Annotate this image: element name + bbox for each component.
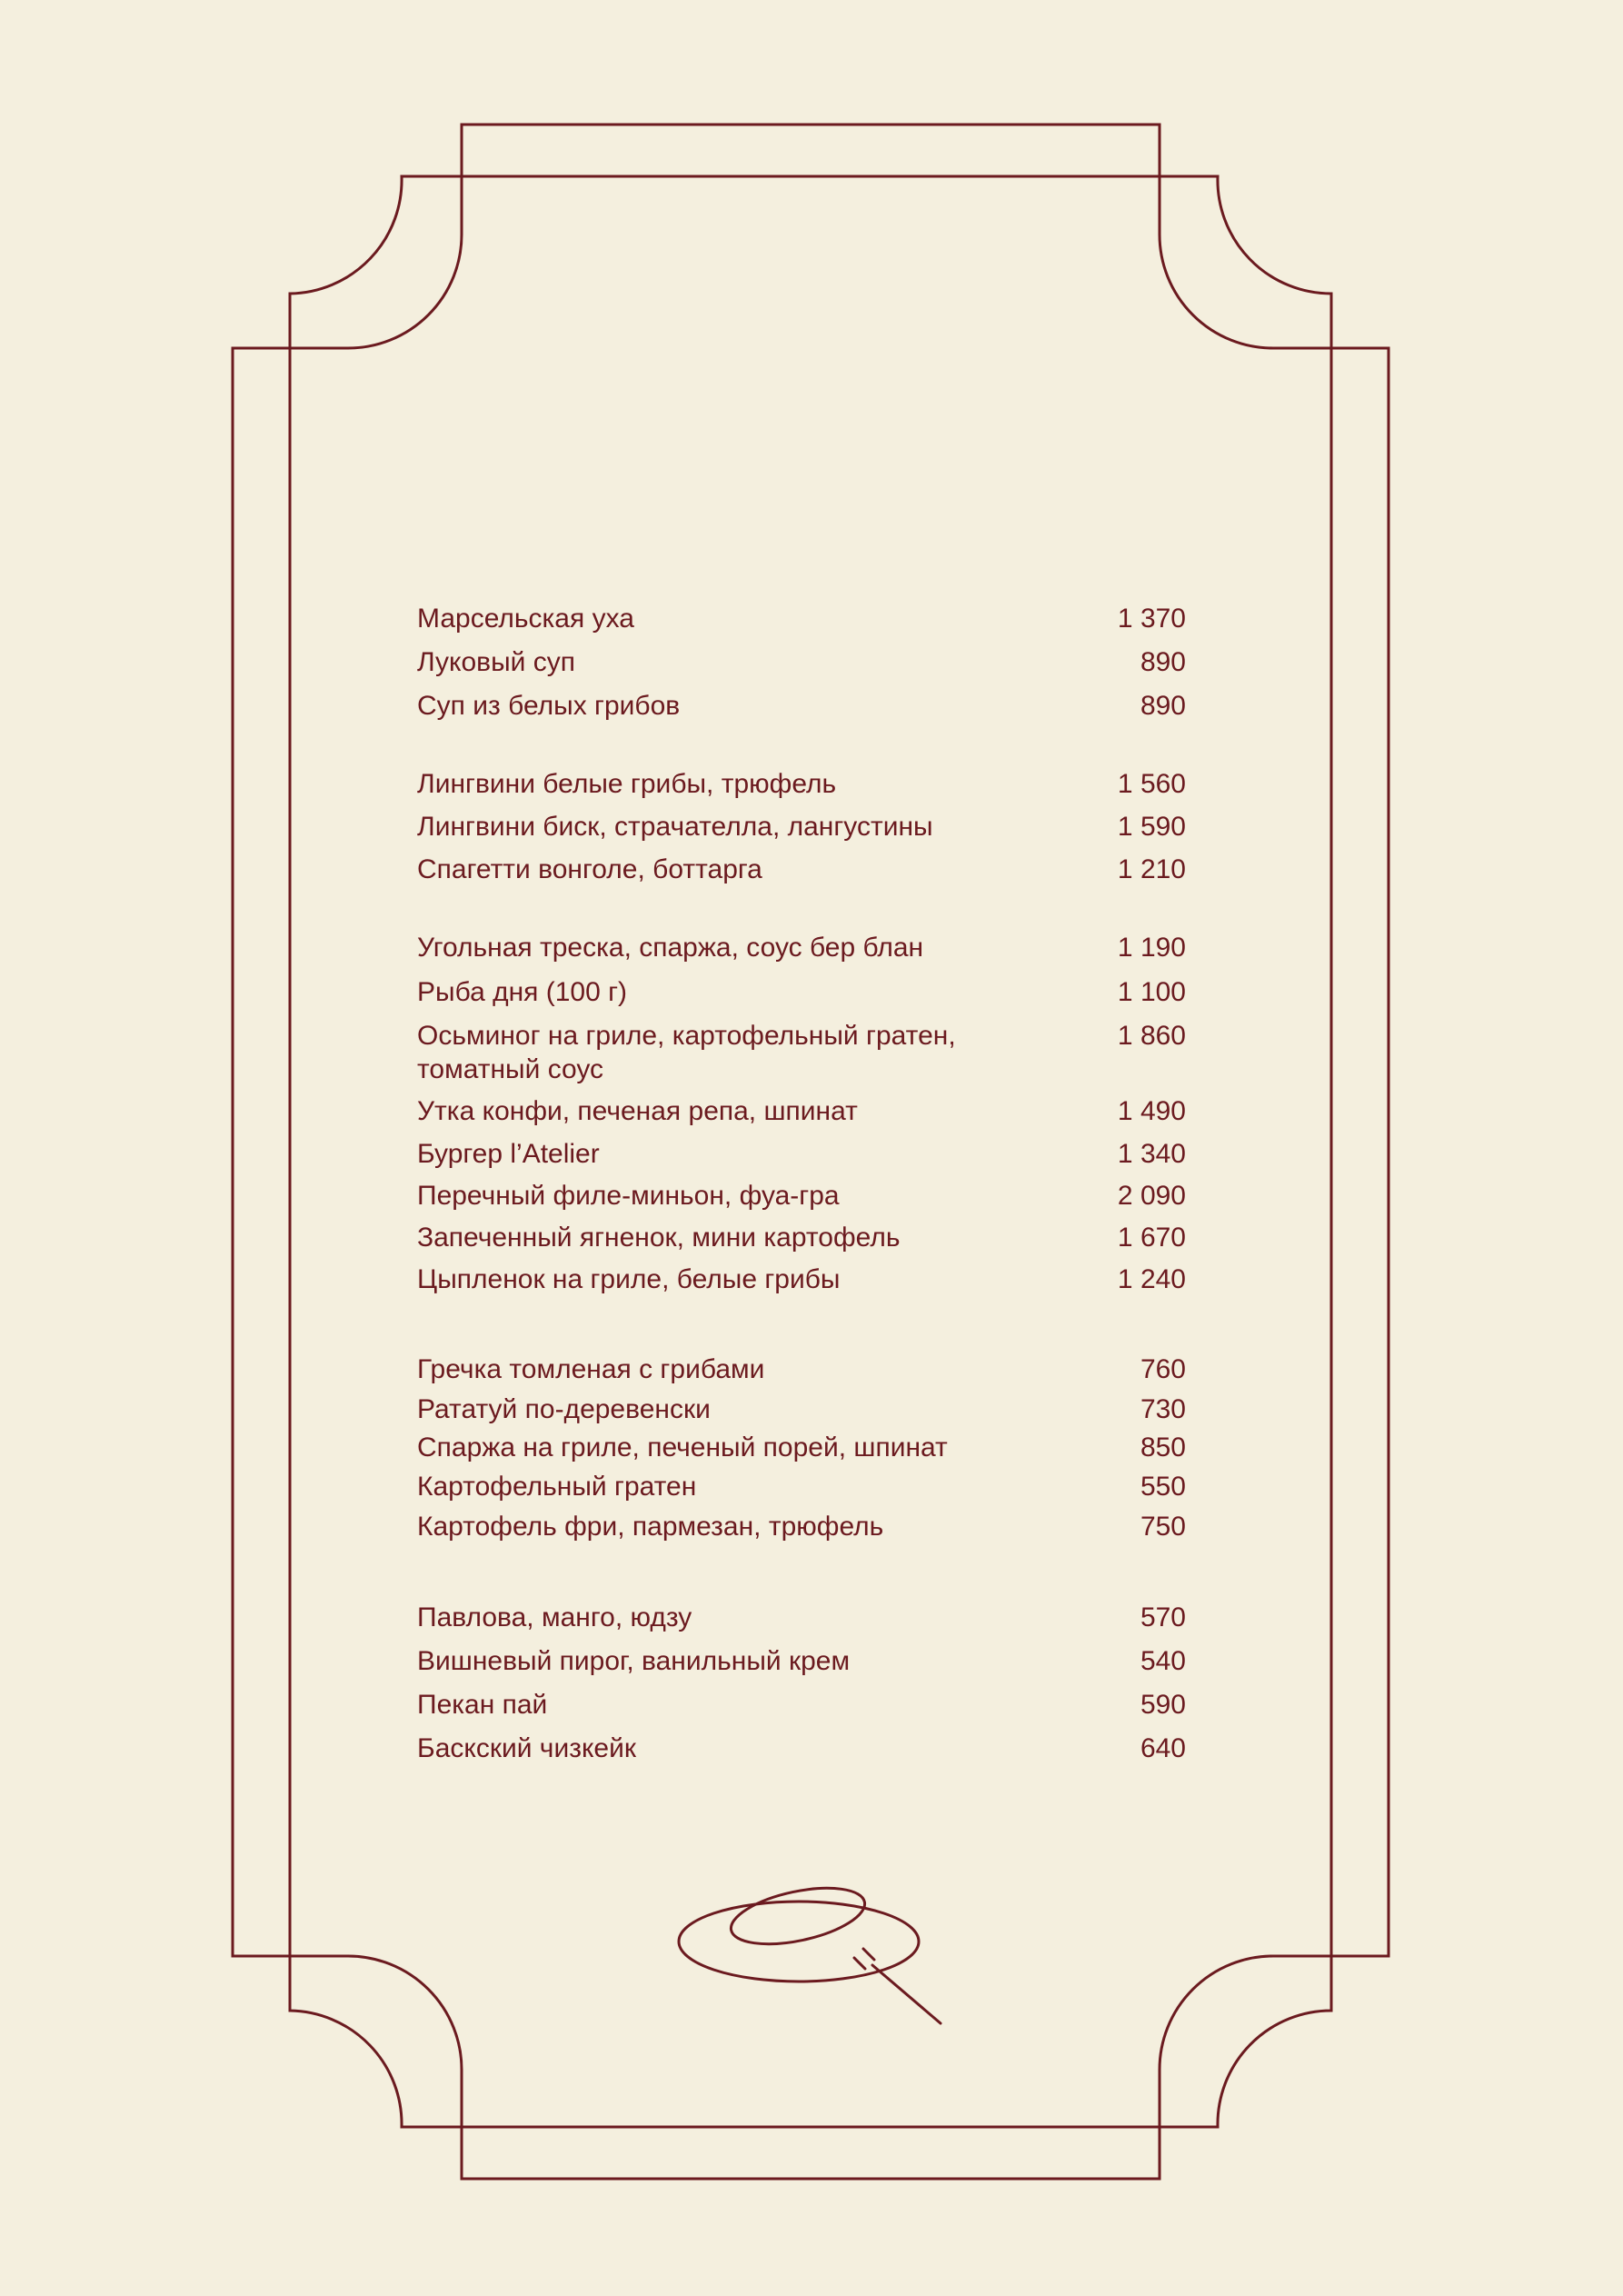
menu-item — [417, 1431, 1186, 1464]
menu-item-name: Цыпленок на гриле, белые грибы — [417, 1264, 841, 1294]
menu-item-name: Марсельская уха — [417, 604, 634, 634]
menu-item-price: 1 560 — [1117, 769, 1186, 799]
menu-item-price: 550 — [1140, 1472, 1186, 1502]
menu-section — [417, 1353, 1186, 1543]
menu-item — [417, 1470, 1186, 1503]
menu-item-price: 1 190 — [1117, 933, 1186, 963]
menu-item-name: Луковый суп — [417, 647, 576, 677]
menu-item — [417, 1601, 1186, 1634]
menu-item — [417, 645, 1186, 679]
menu-item — [417, 931, 1186, 964]
menu-item-price: 1 240 — [1117, 1264, 1186, 1294]
menu-item — [417, 602, 1186, 635]
menu-item — [417, 853, 1186, 886]
menu-item-name: Спаржа на гриле, печеный порей, шпинат — [417, 1433, 948, 1462]
menu-item — [417, 1137, 1186, 1171]
menu-item — [417, 1353, 1186, 1386]
menu-item-name: Баскский чизкейк — [417, 1733, 636, 1763]
menu-item — [417, 810, 1186, 844]
menu-section — [417, 1601, 1186, 1765]
menu-item — [417, 1510, 1186, 1543]
menu-item — [417, 689, 1186, 723]
menu-item-name: Перечный филе-миньон, фуа-гра — [417, 1181, 840, 1211]
menu-item — [417, 1688, 1186, 1722]
menu-item-price: 890 — [1140, 647, 1186, 677]
menu-item-price: 1 670 — [1117, 1223, 1186, 1253]
menu-item-name: Пекан пай — [417, 1690, 548, 1720]
menu-item-price: 1 590 — [1117, 812, 1186, 842]
menu-item-name: Вишневый пирог, ванильный крем — [417, 1646, 851, 1676]
menu-item-name: Спагетти вонголе, боттарга — [417, 854, 762, 884]
menu-item — [417, 975, 1186, 1009]
menu-item-name: Гречка томленая с грибами — [417, 1354, 765, 1384]
menu-item-price: 640 — [1140, 1733, 1186, 1763]
menu-item-name: Угольная треска, спаржа, соус бер блан — [417, 933, 924, 963]
menu-item-name: Картофель фри, пармезан, трюфель — [417, 1512, 884, 1542]
menu-item-name: Бургер l’Atelier — [417, 1139, 600, 1169]
plate-fork-icon — [672, 1882, 945, 2036]
menu-item-name: Утка конфи, печеная репа, шпинат — [417, 1096, 858, 1126]
menu-item-price: 1 210 — [1117, 854, 1186, 884]
menu-item — [417, 1221, 1186, 1254]
menu-item-name: Лингвини биск, страчателла, лангустины — [417, 812, 933, 842]
menu-item-name: Суп из белых грибов — [417, 691, 681, 721]
menu-list — [417, 602, 1186, 1765]
menu-section — [417, 931, 1186, 1296]
menu-item-price: 590 — [1140, 1690, 1186, 1720]
menu-item-price: 2 090 — [1117, 1181, 1186, 1211]
menu-item-price: 1 860 — [1117, 1021, 1186, 1051]
menu-item — [417, 1179, 1186, 1213]
menu-item-name: Рыба дня (100 г) — [417, 977, 628, 1007]
menu-item-name: Рататуй по-деревенски — [417, 1394, 711, 1424]
menu-item-name: Павлова, манго, юдзу — [417, 1602, 692, 1632]
menu-section — [417, 602, 1186, 723]
menu-item-price: 1 340 — [1117, 1139, 1186, 1169]
menu-item-price: 570 — [1140, 1602, 1186, 1632]
menu-item-price: 730 — [1140, 1394, 1186, 1424]
menu-item — [417, 1644, 1186, 1678]
menu-item-price: 1 490 — [1117, 1096, 1186, 1126]
menu-item-price: 760 — [1140, 1354, 1186, 1384]
menu-item-name: Осьминог на гриле, картофельный гратен, томатный соус — [417, 1021, 956, 1084]
menu-item — [417, 1263, 1186, 1296]
menu-item-price: 850 — [1140, 1433, 1186, 1462]
menu-item-name: Лингвини белые грибы, трюфель — [417, 769, 837, 799]
menu-item — [417, 1019, 1186, 1086]
menu-item-price: 1 100 — [1117, 977, 1186, 1007]
menu-section — [417, 767, 1186, 886]
menu-item — [417, 1732, 1186, 1765]
menu-item-price: 890 — [1140, 691, 1186, 721]
menu-item — [417, 1094, 1186, 1128]
menu-item-name: Картофельный гратен — [417, 1472, 697, 1502]
menu-item — [417, 767, 1186, 801]
menu-item-price: 1 370 — [1117, 604, 1186, 634]
menu-item-price: 540 — [1140, 1646, 1186, 1676]
menu-item-price: 750 — [1140, 1512, 1186, 1542]
menu-item — [417, 1393, 1186, 1426]
menu-item-name: Запеченный ягненок, мини картофель — [417, 1223, 901, 1253]
